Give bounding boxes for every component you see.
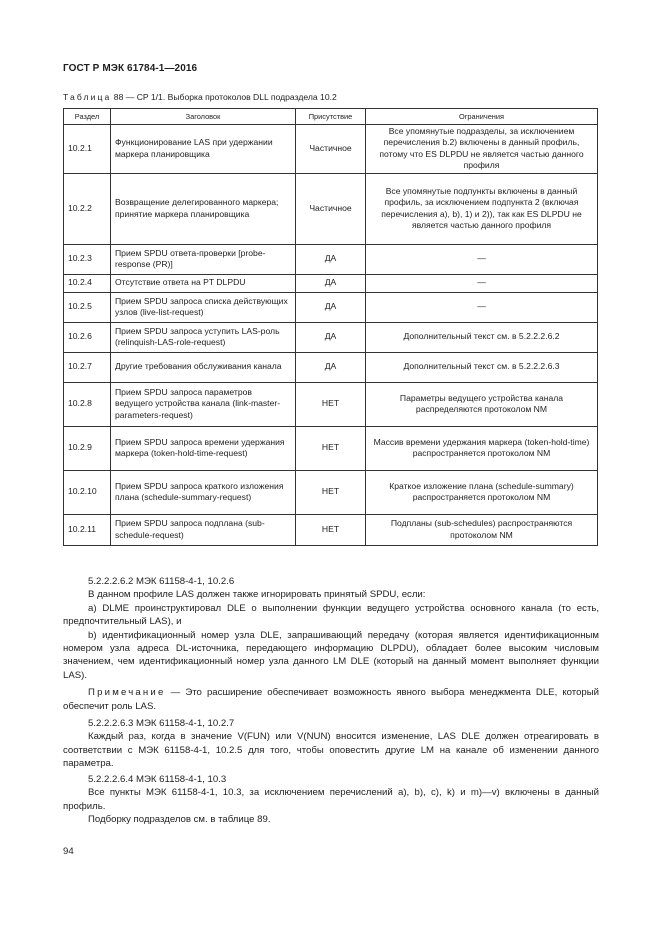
paragraph: Подборку подразделов см. в таблице 89. [88, 813, 271, 825]
page-number: 94 [63, 846, 74, 857]
column-header-limitations: Ограничения [366, 109, 598, 125]
cell-heading: Другие требования обслуживания канала [111, 352, 296, 382]
cell-limitations: Дополнительный текст см. в 5.2.2.2.6.2 [366, 322, 598, 352]
note-text: — Это расширение обеспечивает возможность явного выбора менеджмента DLE, который обеспечит роль LAS. [63, 687, 599, 712]
section-heading: 5.2.2.2.6.4 МЭК 61158-4-1, 10.3 [88, 773, 227, 785]
table-row [64, 125, 598, 174]
cell-limitations: Все упомянутые подпункты включены в данный профиль, за исключением подпункта 2 (включая перечисления a), b), 1) и 2)), так как ES DLPDU не является частью данного профиля [366, 173, 598, 244]
cell-limitations: Дополнительный текст см. в 5.2.2.2.6.3 [366, 352, 598, 382]
cell-presence: ДА [296, 352, 366, 382]
table-row [64, 274, 598, 292]
cell-presence: ДА [296, 274, 366, 292]
cell-limitations: Параметры ведущего устройства канала распределяются протоколом NM [366, 382, 598, 426]
section-heading: 5.2.2.2.6.3 МЭК 61158-4-1, 10.2.7 [88, 718, 235, 730]
cell-presence: НЕТ [296, 514, 366, 545]
list-item: b) идентификационный номер узла DLE, запрашивающий передачу (которая является идентификационным номером узла адреса DL-источника, передающего информацию DLPDU), обладает более высоким числовым значением, чем идентификационный номер узла данного LM DLE (который на данный момент выполняет функции LAS). [63, 629, 599, 681]
cell-limitations: — [366, 244, 598, 274]
document-header: ГОСТ Р МЭК 61784-1—2016 [63, 63, 198, 74]
cell-heading: Прием SPDU запроса параметров ведущего устройства канала (link-master-parameters-request) [111, 382, 296, 426]
table-caption-label: Таблица [63, 92, 112, 102]
column-header-section: Раздел [64, 109, 111, 125]
cell-heading: Прием SPDU запроса списка действующих узлов (live-list-request) [111, 292, 296, 322]
list-item: a) DLME проинструктировал DLE о выполнении функции ведущего устройства основного канала (то есть, предпочтительный LAS), и [63, 602, 599, 628]
cell-limitations: Все упомянутые подразделы, за исключением перечисления b.2) включены в данный профиль, потому что ES DLPDU не является частью данного профиля [366, 125, 598, 174]
cell-limitations: Массив времени удержания маркера (token-hold-time) распространяется протоколом NM [366, 426, 598, 470]
column-header-heading: Заголовок [111, 109, 296, 125]
paragraph: Все пункты МЭК 61158-4-1, 10.3, за исключением перечислений a), b), c), k) и m)—v) включены в данный профиль. [63, 787, 599, 812]
cell-presence: НЕТ [296, 382, 366, 426]
cell-heading: Возвращение делегированного маркера; принятие маркера планировщика [111, 173, 296, 244]
cell-presence: Частичное [296, 173, 366, 244]
table-caption-text: 88 — CP 1/1. Выборка протоколов DLL подраздела 10.2 [111, 92, 337, 102]
cell-presence: ДА [296, 322, 366, 352]
cell-heading: Отсутствие ответа на PT DLPDU [111, 274, 296, 292]
paragraph: Каждый раз, когда в значение V(FUN) или V(NUN) вносится изменение, LAS DLE должен отреагировать в соответствии с МЭК 61158-4-1, 10.2.5 для того, чтобы оповестить другие LM на канале об изменении данного параметра. [63, 731, 599, 770]
cell-heading: Функционирование LAS при удержании маркера планировщика [111, 125, 296, 174]
table-row [64, 382, 598, 426]
cell-section: 10.2.8 [64, 382, 111, 426]
cell-limitations: — [366, 274, 598, 292]
cell-section: 10.2.9 [64, 426, 111, 470]
cell-section: 10.2.1 [64, 125, 111, 174]
cell-presence: Частичное [296, 125, 366, 174]
note [63, 686, 599, 713]
cell-section: 10.2.3 [64, 244, 111, 274]
note-label: Примечание [88, 687, 166, 699]
cell-heading: Прием SPDU запроса уступить LAS-роль (relinquish-LAS-role-request) [111, 322, 296, 352]
table-row [64, 426, 598, 470]
cell-presence: ДА [296, 244, 366, 274]
cell-section: 10.2.10 [64, 470, 111, 514]
cell-section: 10.2.11 [64, 514, 111, 545]
table-caption [63, 92, 337, 102]
table-row [64, 292, 598, 322]
table-row [64, 352, 598, 382]
cell-heading: Прием SPDU запроса времени удержания маркера (token-hold-time-request) [111, 426, 296, 470]
cell-section: 10.2.5 [64, 292, 111, 322]
cell-limitations: Краткое изложение плана (schedule-summary) распространяется протоколом NM [366, 470, 598, 514]
cell-limitations: Подпланы (sub-schedules) распространяются протоколом NM [366, 514, 598, 545]
cell-heading: Прием SPDU ответа-проверки [probe-response (PR)] [111, 244, 296, 274]
table-row [64, 173, 598, 244]
cell-heading: Прием SPDU запроса подплана (sub-schedule-request) [111, 514, 296, 545]
table-row [64, 244, 598, 274]
cell-presence: ДА [296, 292, 366, 322]
section-heading: 5.2.2.2.6.2 МЭК 61158-4-1, 10.2.6 [88, 576, 235, 587]
table-row [64, 514, 598, 545]
cell-limitations: — [366, 292, 598, 322]
cell-section: 10.2.4 [64, 274, 111, 292]
cell-presence: НЕТ [296, 426, 366, 470]
column-header-presence: Присутствие [296, 109, 366, 125]
cell-heading: Прием SPDU запроса краткого изложения плана (schedule-summary-request) [111, 470, 296, 514]
body-text [63, 575, 599, 826]
cell-section: 10.2.6 [64, 322, 111, 352]
table-row [64, 470, 598, 514]
table-header-row [64, 109, 598, 125]
table-row [64, 322, 598, 352]
paragraph: В данном профиле LAS должен также игнорировать принятый SPDU, если: [88, 589, 426, 601]
cell-section: 10.2.7 [64, 352, 111, 382]
protocol-table [63, 108, 598, 546]
cell-presence: НЕТ [296, 470, 366, 514]
cell-section: 10.2.2 [64, 173, 111, 244]
